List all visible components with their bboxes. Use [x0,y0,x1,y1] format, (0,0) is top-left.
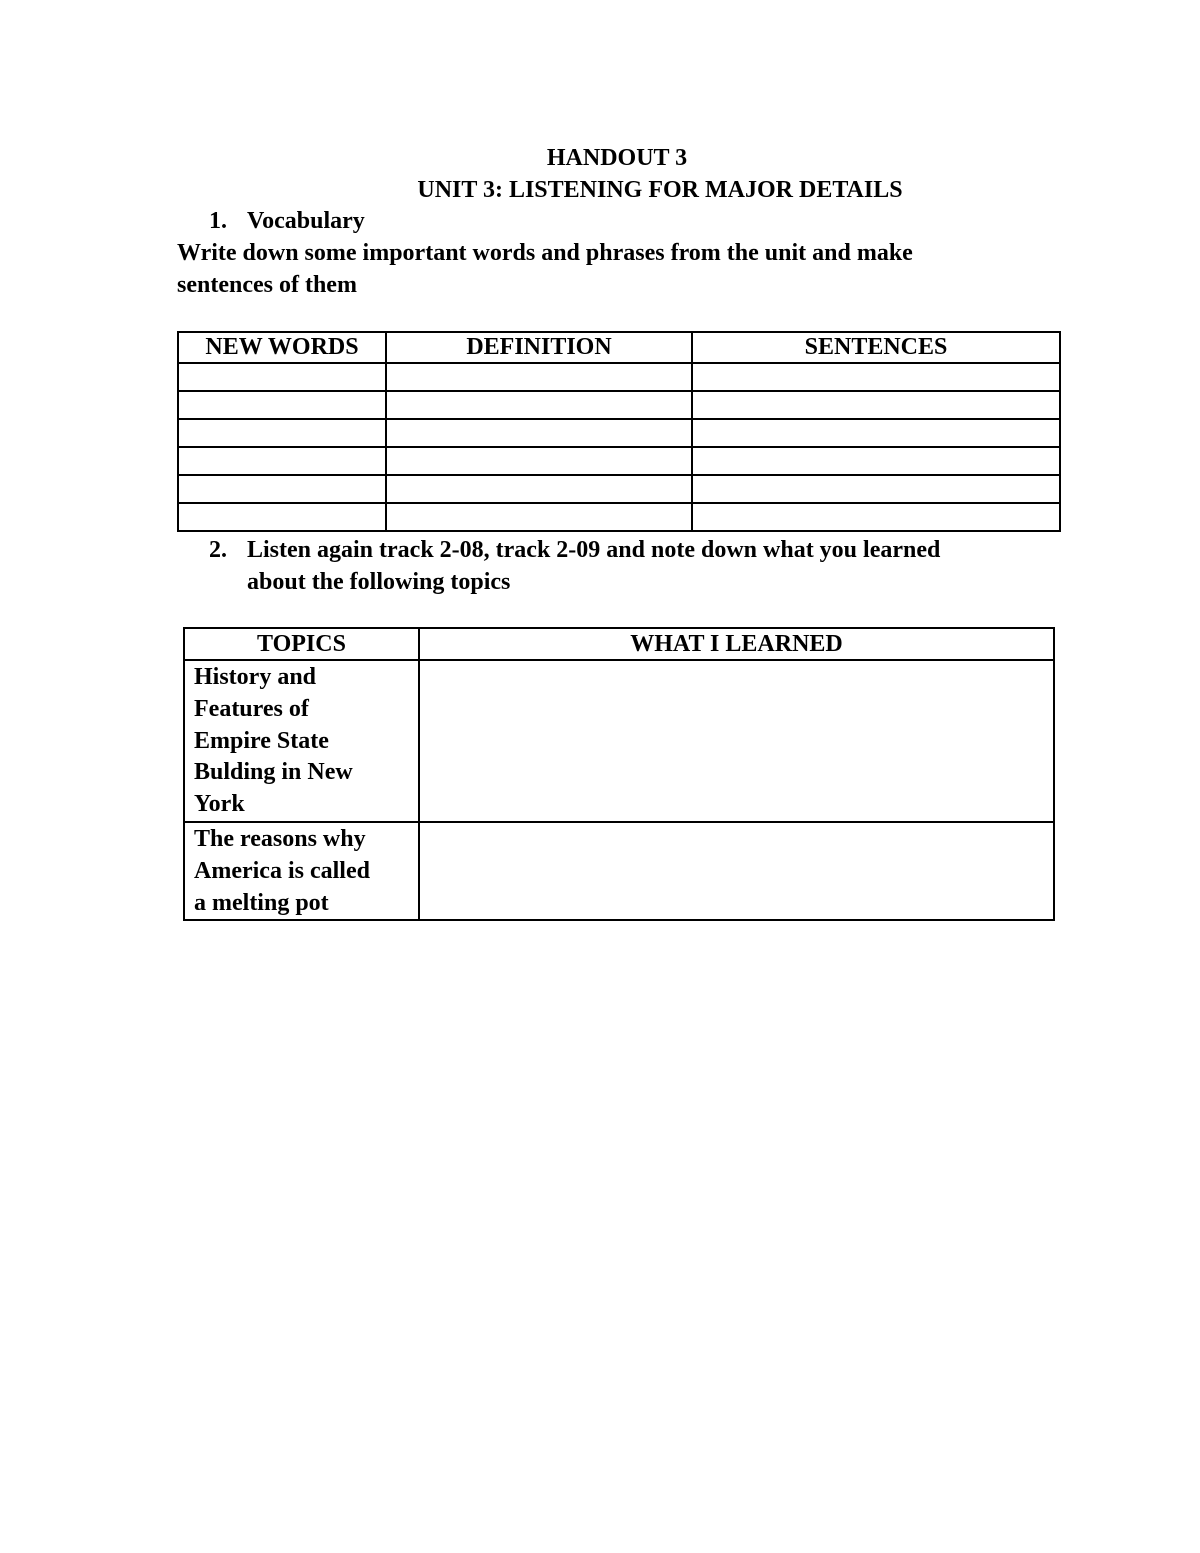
vocab-table-header-row [178,332,1060,363]
vocab-table [177,331,1061,532]
table-row [178,363,1060,391]
vocab-cell[interactable] [178,419,386,447]
vocab-cell[interactable] [386,475,692,503]
vocab-cell[interactable] [178,363,386,391]
topic-cell [184,822,419,920]
section2-number: 2. [209,537,227,563]
topics-table [183,627,1055,921]
topic-line: America is called [194,857,370,884]
vocab-cell[interactable] [692,447,1060,475]
section1-number: 1. [209,208,227,234]
vocab-cell[interactable] [386,419,692,447]
topic-cell [184,660,419,822]
vocab-cell[interactable] [178,503,386,531]
table-row [178,447,1060,475]
vocab-cell[interactable] [692,419,1060,447]
table-row [178,391,1060,419]
vocab-header-new-words: NEW WORDS [178,332,386,363]
section1-instruction-line1: Write down some important words and phrases from the unit and make [177,240,913,266]
topic-line: York [194,791,245,818]
learned-cell[interactable] [419,822,1054,920]
table-row [178,419,1060,447]
section1-heading [209,205,365,237]
vocab-cell[interactable] [178,391,386,419]
vocab-cell[interactable] [386,503,692,531]
vocab-cell[interactable] [692,391,1060,419]
topic-line: Features of [194,695,309,722]
section2-line2: about the following topics [247,569,511,595]
vocab-cell[interactable] [692,363,1060,391]
topic-line: Empire State [194,727,329,754]
topics-header-topics: TOPICS [184,628,419,660]
table-row [184,822,1054,920]
vocab-cell[interactable] [692,503,1060,531]
table-row [184,660,1054,822]
topics-header-what-i-learned: WHAT I LEARNED [419,628,1054,660]
topic-line: Bulding in New [194,759,353,786]
section1-instruction-line2: sentences of them [177,272,357,298]
vocab-cell[interactable] [386,363,692,391]
learned-cell[interactable] [419,660,1054,822]
section1-title: Vocabulary [247,208,365,234]
vocab-cell[interactable] [386,391,692,419]
handout-title: HANDOUT 3 [546,145,688,171]
unit-title: UNIT 3: LISTENING FOR MAJOR DETAILS [417,177,903,203]
vocab-cell[interactable] [178,447,386,475]
table-row [178,475,1060,503]
vocab-header-sentences: SENTENCES [692,332,1060,363]
vocab-cell[interactable] [692,475,1060,503]
vocab-cell[interactable] [386,447,692,475]
table-row [178,503,1060,531]
topic-line: History and [194,664,317,690]
section2-instruction: Listen again track 2-08, track 2-09 and note down what you learned [247,537,941,563]
topic-line: The reasons why [194,825,366,852]
topics-table-header-row [184,628,1054,660]
vocab-header-definition: DEFINITION [386,332,692,363]
topic-line: a melting pot [194,889,329,916]
section2-line1 [209,534,940,566]
vocab-cell[interactable] [178,475,386,503]
